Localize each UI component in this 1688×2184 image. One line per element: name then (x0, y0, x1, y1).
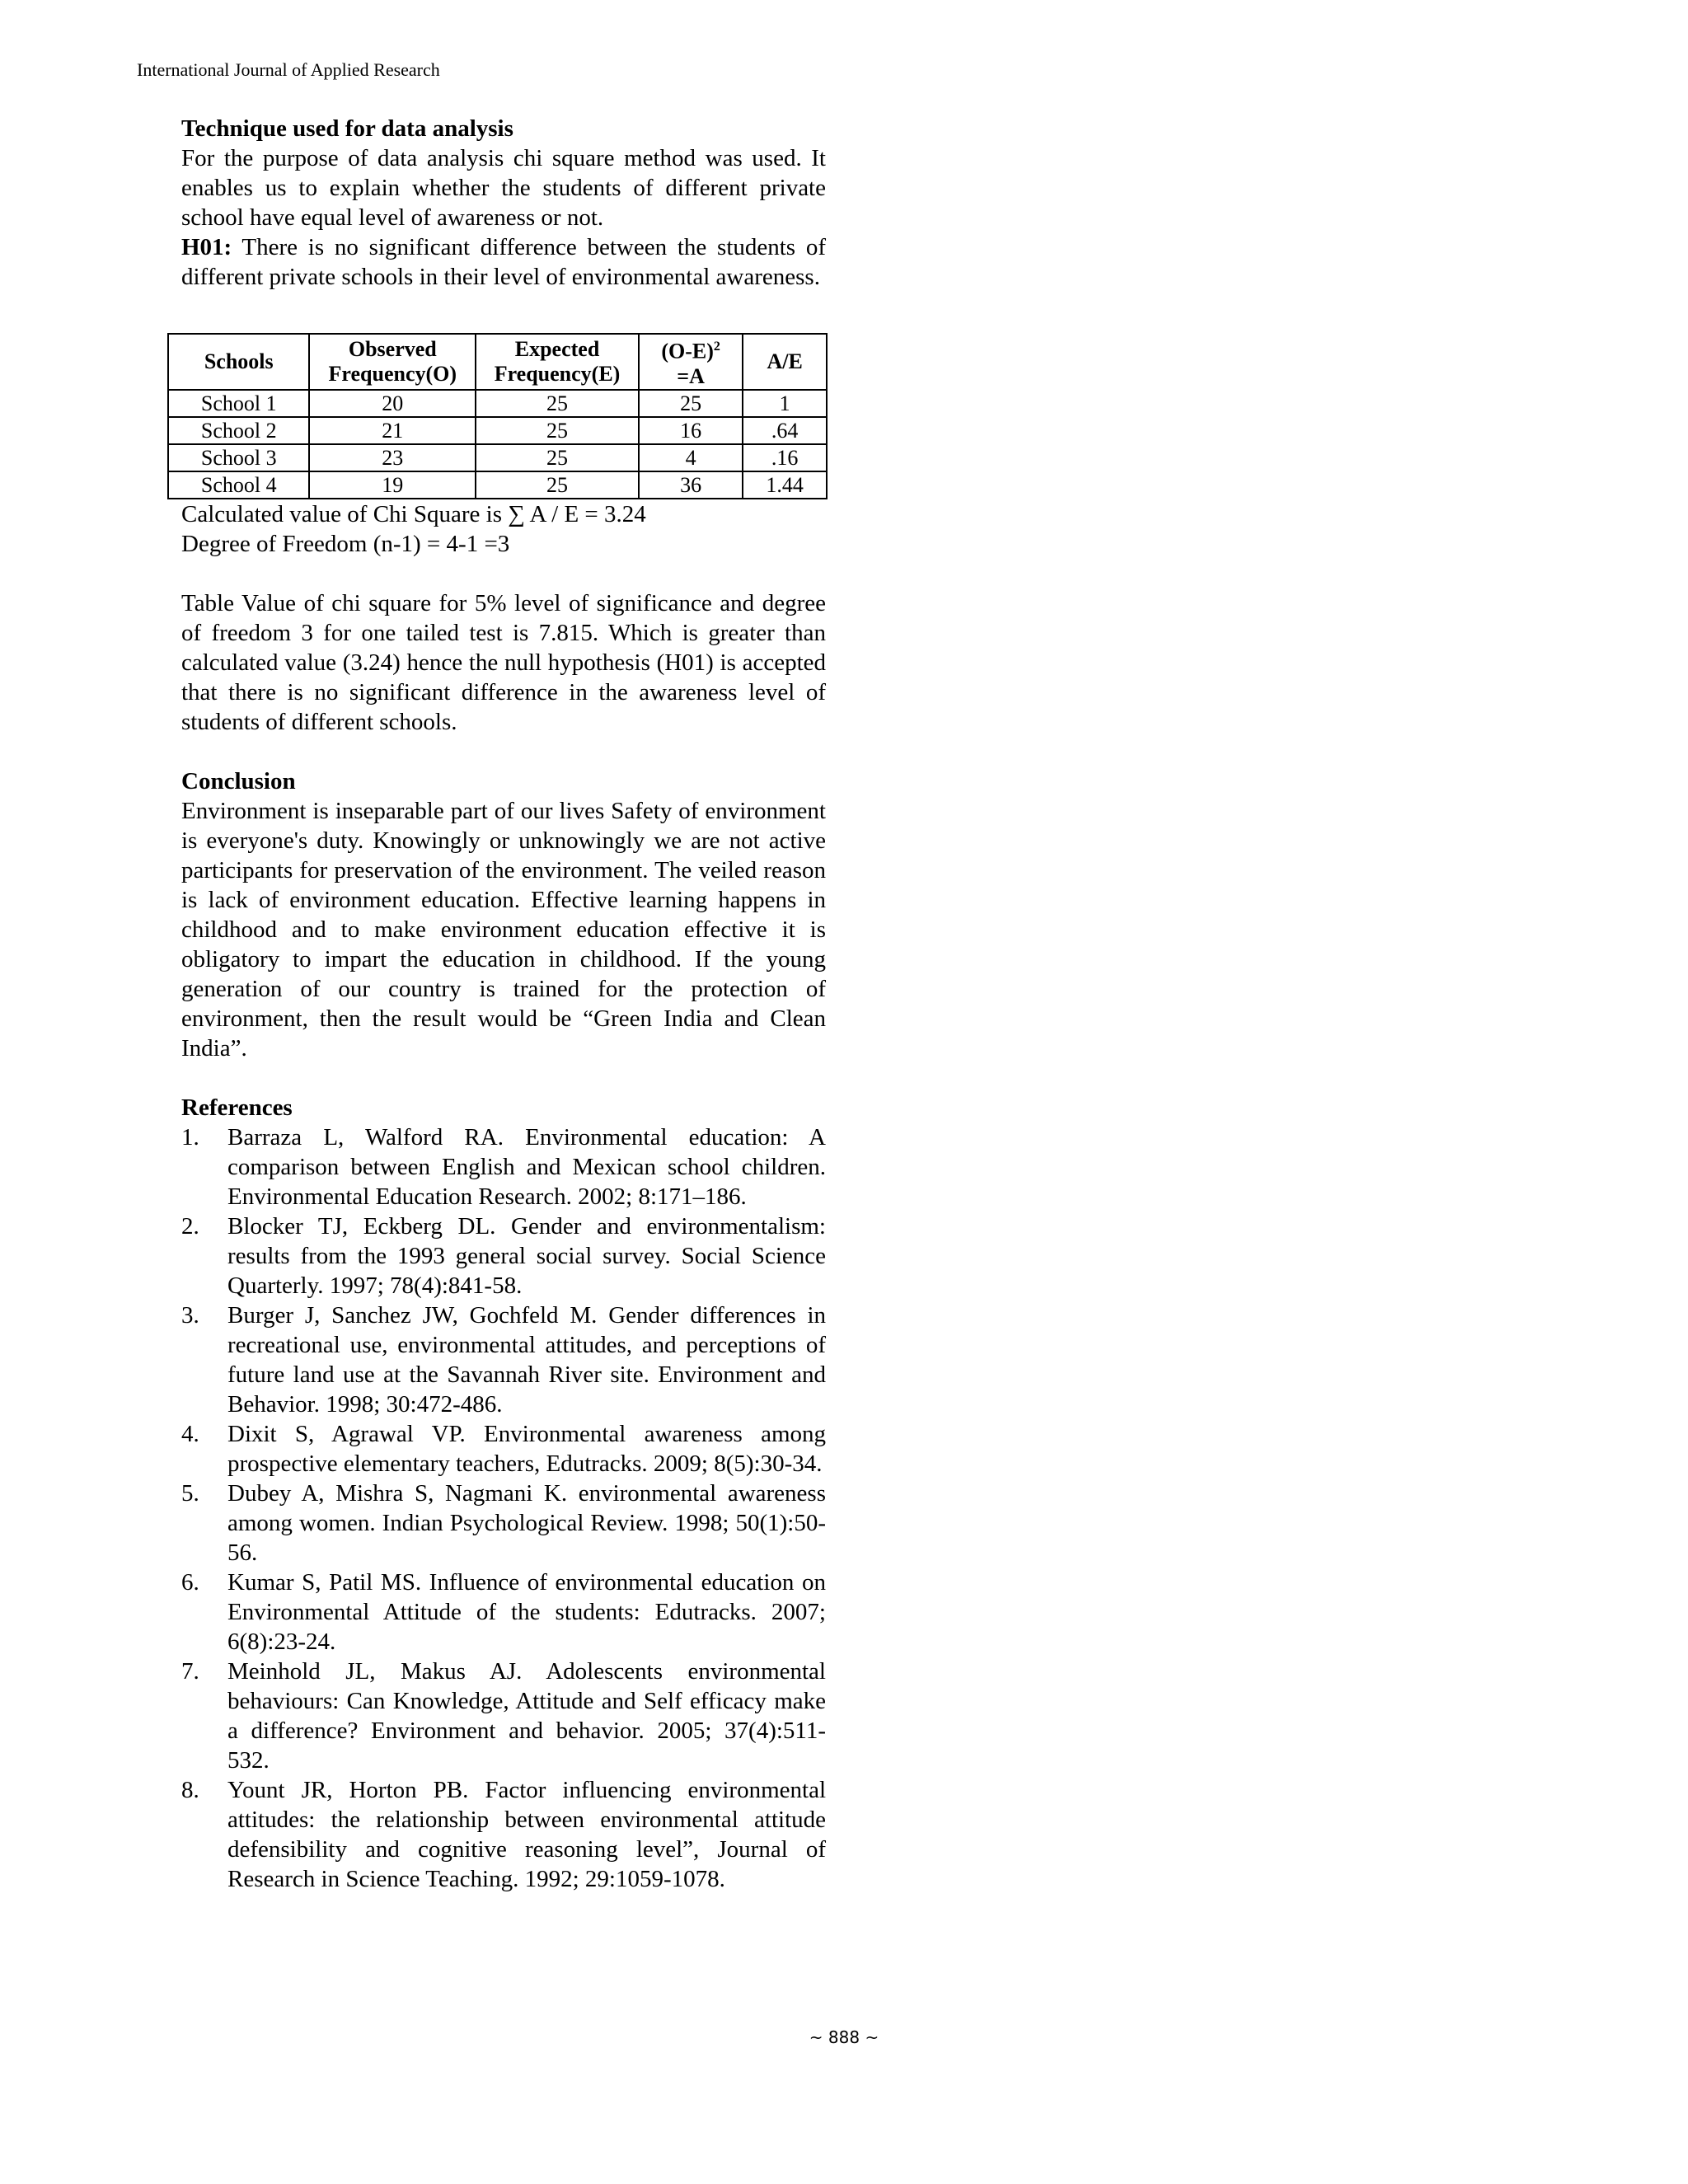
cell-expected: 25 (476, 390, 639, 417)
header-observed-line1: Observed (348, 336, 437, 361)
table-row (168, 417, 827, 444)
header-expected (476, 334, 639, 390)
calculated-value: Calculated value of Chi Square is ∑ A / E = 3.24 (181, 500, 646, 527)
table-header-row (168, 334, 827, 390)
reference-text: Blocker TJ, Eckberg DL. Gender and environmentalism: results from the 1993 general social survey. Social Science Quarterly. 1997; 78(4):841-58. (227, 1212, 826, 1299)
header-oe-sup: 2 (713, 340, 720, 354)
page-number-text: ~ 888 ~ (809, 2027, 879, 2047)
spacer (181, 559, 826, 588)
cell-school: School 4 (168, 471, 309, 499)
conclusion-paragraph: Environment is inseparable part of our lives Safety of environment is everyone's duty. Knowingly or unknowingly we are not active participants for preservation of the environment. The veiled reason is lack of environment education. Effective learning happens in childhood and to make environment education effective it is obligatory to impart the education in childhood. If the young generation of our country is trained for the protection of environment, then the result would be “Green India and Clean India”. (181, 797, 826, 1062)
header-expected-line1: Expected (514, 336, 600, 361)
header-ae: A/E (743, 334, 827, 390)
reference-item (181, 1301, 826, 1419)
section-heading-references: References (181, 1094, 293, 1121)
chi-square-table (167, 333, 828, 499)
cell-a: 4 (639, 444, 743, 471)
table-row (168, 390, 827, 417)
reference-text: Meinhold JL, Makus AJ. Adolescents environmental behaviours: Can Knowledge, Attitude and Self efficacy make a difference? Environment and behavior. 2005; 37(4):511-532. (227, 1657, 826, 1774)
reference-item (181, 1122, 826, 1212)
table-value-paragraph: Table Value of chi square for 5% level of significance and degree of freedom 3 for one tailed test is 7.815. Which is greater than calculated value (3.24) hence the null hypothesis (H01) is accepted that there is no significant difference in the awareness level of students of different schools. (181, 589, 826, 735)
cell-expected: 25 (476, 417, 639, 444)
reference-number: 4. (181, 1420, 199, 1447)
reference-number: 2. (181, 1212, 199, 1240)
reference-number: 8. (181, 1776, 199, 1803)
cell-observed: 20 (309, 390, 476, 417)
hypothesis-paragraph (181, 232, 826, 292)
spacer (181, 1063, 826, 1093)
reference-number: 6. (181, 1568, 199, 1596)
cell-expected: 25 (476, 471, 639, 499)
cell-a: 16 (639, 417, 743, 444)
cell-school: School 1 (168, 390, 309, 417)
section-heading-technique: Technique used for data analysis (181, 115, 513, 142)
header-oe-base: (O-E) (661, 339, 714, 363)
header-observed (309, 334, 476, 390)
cell-observed: 19 (309, 471, 476, 499)
reference-item (181, 1657, 826, 1775)
cell-ae: .64 (743, 417, 827, 444)
reference-number: 3. (181, 1301, 199, 1329)
reference-number: 5. (181, 1479, 199, 1507)
cell-observed: 23 (309, 444, 476, 471)
cell-ae: 1 (743, 390, 827, 417)
section-heading-conclusion: Conclusion (181, 767, 296, 794)
reference-text: Kumar S, Patil MS. Influence of environmental education on Environmental Attitude of the students: Edutracks. 2007; 6(8):23-24. (227, 1568, 826, 1655)
reference-number: 1. (181, 1123, 199, 1151)
header-expected-line2: Frequency(E) (494, 361, 621, 386)
cell-expected: 25 (476, 444, 639, 471)
header-schools: Schools (168, 334, 309, 390)
main-column (181, 114, 826, 1894)
reference-item (181, 1419, 826, 1479)
references-list (181, 1122, 826, 1894)
spacer (181, 737, 826, 766)
header-oe-line2: =A (677, 363, 705, 388)
hypothesis-text: There is no significant difference between the students of different private schools in their level of environmental awareness. (181, 234, 826, 290)
reference-text: Dubey A, Mishra S, Nagmani K. environmental awareness among women. Indian Psychological Review. 1998; 50(1):50-56. (227, 1479, 826, 1566)
hypothesis-label: H01: (181, 234, 232, 260)
technique-paragraph: For the purpose of data analysis chi square method was used. It enables us to explain whether the students of different private school have equal level of awareness or not. (181, 145, 826, 231)
cell-a: 25 (639, 390, 743, 417)
table-row (168, 471, 827, 499)
cell-ae: 1.44 (743, 471, 827, 499)
reference-text: Barraza L, Walford RA. Environmental education: A comparison between English and Mexican school children. Environmental Education Research. 2002; 8:171–186. (227, 1123, 826, 1210)
reference-item (181, 1212, 826, 1301)
reference-text: Burger J, Sanchez JW, Gochfeld M. Gender differences in recreational use, environmental attitudes, and perceptions of future land use at the Savannah River site. Environment and Behavior. 1998; 30:472-486. (227, 1301, 826, 1418)
reference-item (181, 1479, 826, 1568)
page-number (0, 2027, 1688, 2047)
reference-text: Yount JR, Horton PB. Factor influencing environmental attitudes: the relationship between environmental attitude defensibility and cognitive reasoning level”, Journal of Research in Science Teaching. 1992; 29:1059-1078. (227, 1776, 826, 1892)
reference-number: 7. (181, 1657, 199, 1685)
chi-square-table-wrap (167, 333, 828, 499)
journal-header: International Journal of Applied Research (137, 59, 440, 80)
reference-text: Dixit S, Agrawal VP. Environmental awareness among prospective elementary teachers, Edutracks. 2009; 8(5):30-34. (227, 1420, 826, 1477)
cell-observed: 21 (309, 417, 476, 444)
cell-ae: .16 (743, 444, 827, 471)
header-observed-line2: Frequency(O) (328, 361, 457, 386)
cell-school: School 2 (168, 417, 309, 444)
cell-school: School 3 (168, 444, 309, 471)
cell-a: 36 (639, 471, 743, 499)
degree-of-freedom: Degree of Freedom (n-1) = 4-1 =3 (181, 530, 510, 557)
reference-item (181, 1568, 826, 1657)
header-oe-squared (639, 334, 743, 390)
table-row (168, 444, 827, 471)
reference-item (181, 1775, 826, 1894)
